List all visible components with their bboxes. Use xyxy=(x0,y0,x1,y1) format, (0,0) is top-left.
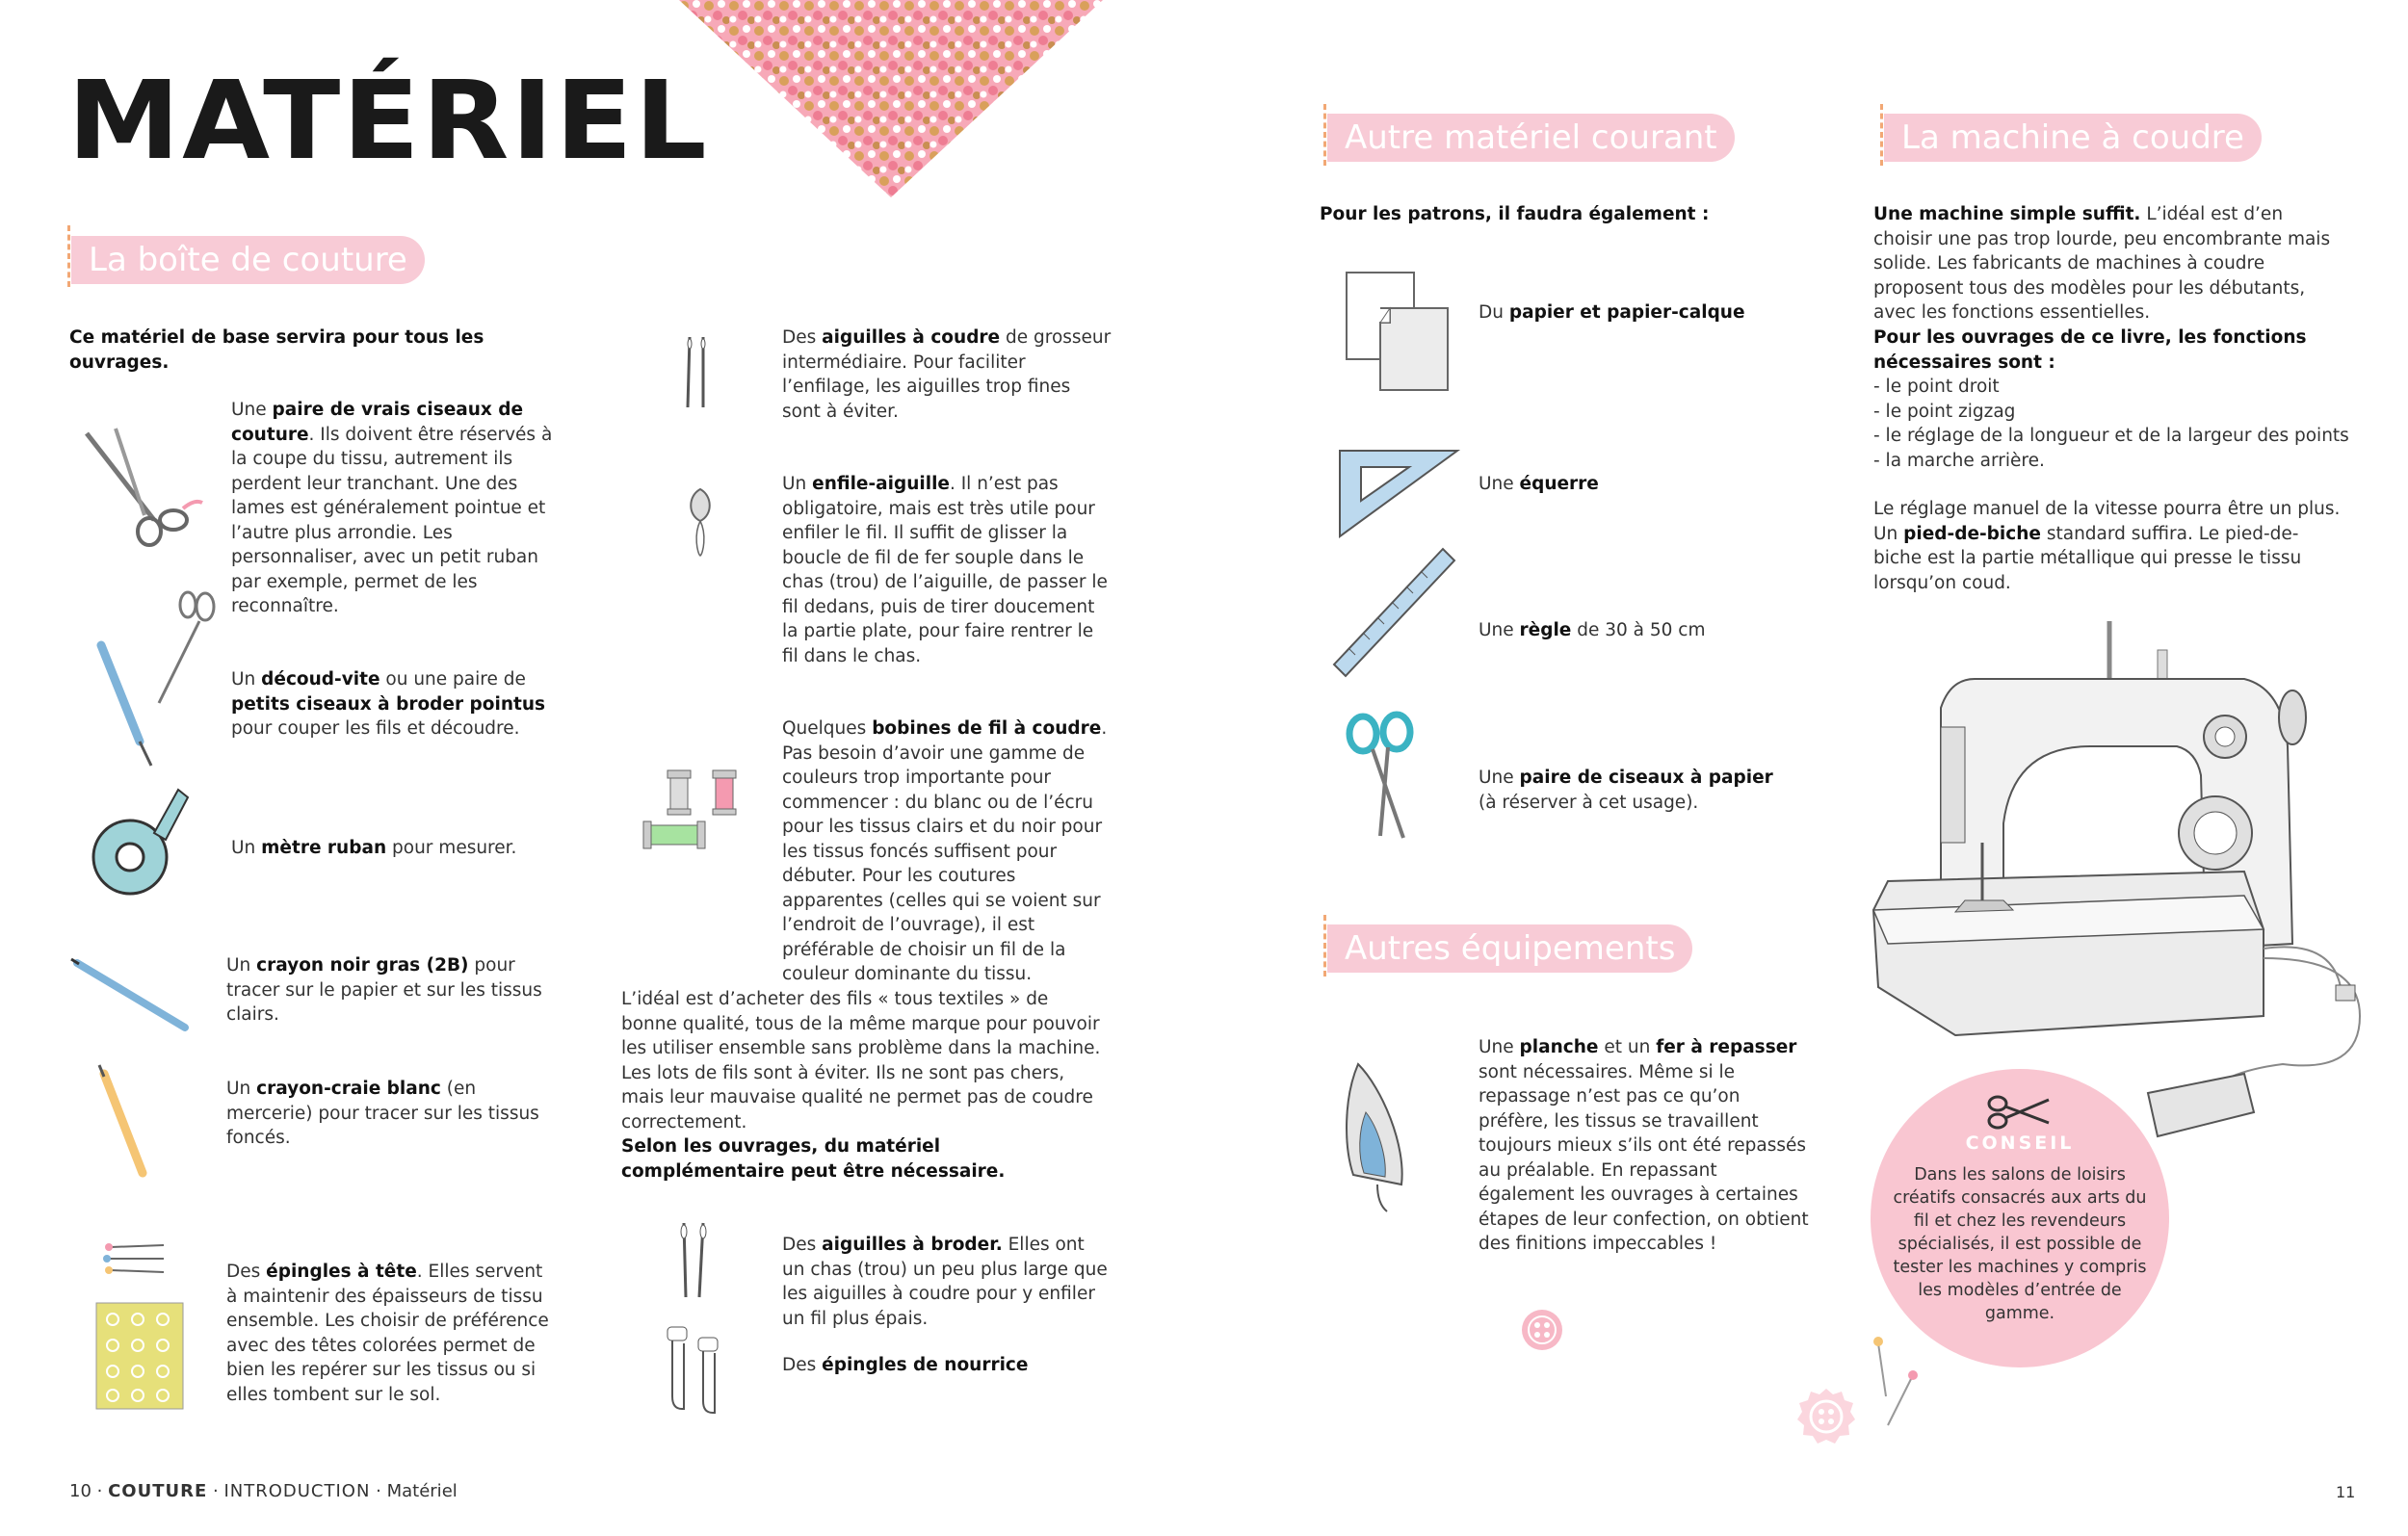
list-item: - le réglage de la longueur et de la largeur des points xyxy=(1873,426,2349,446)
ruler-icon xyxy=(1329,544,1459,679)
section-machine-heading: La machine à coudre xyxy=(1884,114,2262,162)
epingles-description: Des épingles à tête. Elles servent à maintenir des épaisseurs de tissu ensemble. Les choisir de préférence avec des têtes colorées permet de bien les repérer sur les tissus ou si elles tombent sur le sol. xyxy=(226,1262,549,1405)
list-item: - le point zigzag xyxy=(1873,401,2016,422)
enfile-aiguille-description: Un enfile-aiguille. Il n’est pas obligatoire, mais est très utile pour enfiler le fil. Il suffit de glisser la boucle de fil de fer souple dans le chas (trou) de l’aiguille, de passer le fil dedans, puis de tirer doucement la partie plate, pour faire rentrer le fil dans le chas. xyxy=(782,474,1108,666)
button-decoration-icon xyxy=(1520,1308,1564,1352)
fils-conseil-paragraph: L’idéal est d’acheter des fils « tous textiles » de bonne qualité, tous de la même marque pour pouvoir les utiliser ensemble sans problème dans la machine. Les lots de fils sont à éviter. Ils ne sont pas chers, mais leur mauvaise qualité ne permet pas de coudre correctement. xyxy=(621,989,1101,1132)
col1-intro: Ce matériel de base servira pour tous les ouvrages. xyxy=(69,327,484,373)
section-equipements-heading: Autres équipements xyxy=(1327,924,1692,973)
button-decoration-icon xyxy=(1796,1387,1856,1446)
sewing-machine-illustration xyxy=(1859,612,2369,1160)
safety-pins-icon xyxy=(663,1324,730,1416)
embroidery-needles-icon xyxy=(674,1218,713,1300)
set-square-icon xyxy=(1337,448,1462,539)
scissors-icon xyxy=(1986,1092,2054,1131)
crayon-noir-description: Un crayon noir gras (2B) pour tracer sur le papier et sur les tissus clairs. xyxy=(226,955,542,1025)
chalk-pencil-icon xyxy=(96,1069,154,1180)
paper-scissors-icon xyxy=(1344,713,1421,843)
pins-icon xyxy=(92,1237,197,1416)
list-item: - le point droit xyxy=(1873,377,2000,397)
ciseaux-description: Une paire de vrais ciseaux de couture. Ils doivent être réservés à la coupe du tissu, autrement ils perdent leur tranchant. Une des lames est généralement pointue et l’autre plus arrondie. Les personnaliser, avec un petit ruban par exemple, permet de les reconnaître. xyxy=(231,400,553,616)
machine-simple-paragraph: Une machine simple suffit. L’idéal est d’en choisir une pas trop lourde, peu encombrante mais solide. Les fabricants de machines à coudre proposent tous des modèles pour les débutants, avec les fonctions essentielles. xyxy=(1873,204,2331,323)
crayon-craie-description: Un crayon-craie blanc (en mercerie) pour tracer sur les tissus foncés. xyxy=(226,1079,539,1148)
sewing-scissors-icon xyxy=(77,424,202,549)
materiel-complementaire-note: Selon les ouvrages, du matériel complémentaire peut être nécessaire. xyxy=(621,1136,1006,1182)
aiguilles-broder-description: Des aiguilles à broder. Elles ont un chas (trou) un peu plus large que les aiguilles à coudre pour y enfiler un fil plus épais. xyxy=(782,1235,1108,1329)
conseil-title: CONSEIL xyxy=(1965,1132,2075,1154)
footer-left: 10 · COUTURE · INTRODUCTION · Matériel xyxy=(69,1481,458,1501)
seam-ripper-icon xyxy=(92,587,226,770)
fonctions-heading: Pour les ouvrages de ce livre, les fonctions nécessaires sont : xyxy=(1873,327,2307,373)
reglage-paragraph: Le réglage manuel de la vitesse pourra être un plus. Un pied-de-biche standard suffira. Le pied-de-biche est la partie métallique qui presse le tissu lorsqu’on coud. xyxy=(1873,499,2341,593)
epingles-nourrice-description: Des épingles de nourrice xyxy=(782,1355,1029,1375)
regle-description: Une règle de 30 à 50 cm xyxy=(1479,620,1706,640)
confetti-triangle-decoration xyxy=(679,0,1103,202)
fonctions-list xyxy=(1873,375,2365,473)
ciseaux-papier-description: Une paire de ciseaux à papier (à réserver à cet usage). xyxy=(1479,768,1773,813)
section-autre-heading: Autre matériel courant xyxy=(1327,114,1735,162)
conseil-bubble xyxy=(1871,1069,2169,1367)
sewing-needles-icon xyxy=(682,332,711,409)
iron-icon xyxy=(1339,1059,1421,1213)
papier-description: Du papier et papier-calque xyxy=(1479,302,1745,323)
needle-threader-icon xyxy=(686,486,715,559)
pins-decoration-icon xyxy=(1869,1334,1926,1430)
col3-intro: Pour les patrons, il faudra également : xyxy=(1320,204,1710,224)
conseil-text: Dans les salons de loisirs créatifs consacrés aux arts du fil et chez les revendeurs spécialisés, il est possible de tester les machines y compris les modèles d’entrée de gamme. xyxy=(1893,1165,2147,1323)
paper-icon xyxy=(1344,270,1454,395)
bobines-description: Quelques bobines de fil à coudre. Pas besoin d’avoir une gamme de couleurs trop importante pour commencer : du blanc ou de l’écru pour les tissus clairs et du noir pour les tissus foncés suffisent pour débuter. Pour les coutures apparentes (celles qui se voient sur l’endroit de l’ouvrage), il est préférable de choisir un fil de la couleur dominante du tissu. xyxy=(782,718,1108,984)
pencil-icon xyxy=(69,958,195,1035)
equerre-description: Une équerre xyxy=(1479,474,1599,494)
thread-spools-icon xyxy=(641,766,751,852)
metre-ruban-description: Un mètre ruban pour mesurer. xyxy=(231,838,517,858)
tape-measure-icon xyxy=(87,780,193,905)
aiguilles-coudre-description: Des aiguilles à coudre de grosseur intermédiaire. Pour faciliter l’enfilage, les aiguilles trop fines sont à éviter. xyxy=(782,327,1112,422)
list-item: - la marche arrière. xyxy=(1873,450,2045,471)
page-title: MATÉRIEL xyxy=(67,59,709,184)
decoud-vite-description: Un découd-vite ou une paire de petits ciseaux à broder pointus pour couper les fils et découdre. xyxy=(231,669,546,739)
planche-fer-description: Une planche et un fer à repasser sont nécessaires. Même si le repassage n’est pas ce qu’on préfère, les tissus se travaillent toujours mieux s’ils ont été repassés au préalable. En repassant également les ouvrages à certaines étapes de leur confection, on obtient des finitions impeccables ! xyxy=(1479,1037,1809,1254)
page-number-right: 11 xyxy=(2336,1483,2356,1501)
section-boite-heading: La boîte de couture xyxy=(71,236,425,284)
